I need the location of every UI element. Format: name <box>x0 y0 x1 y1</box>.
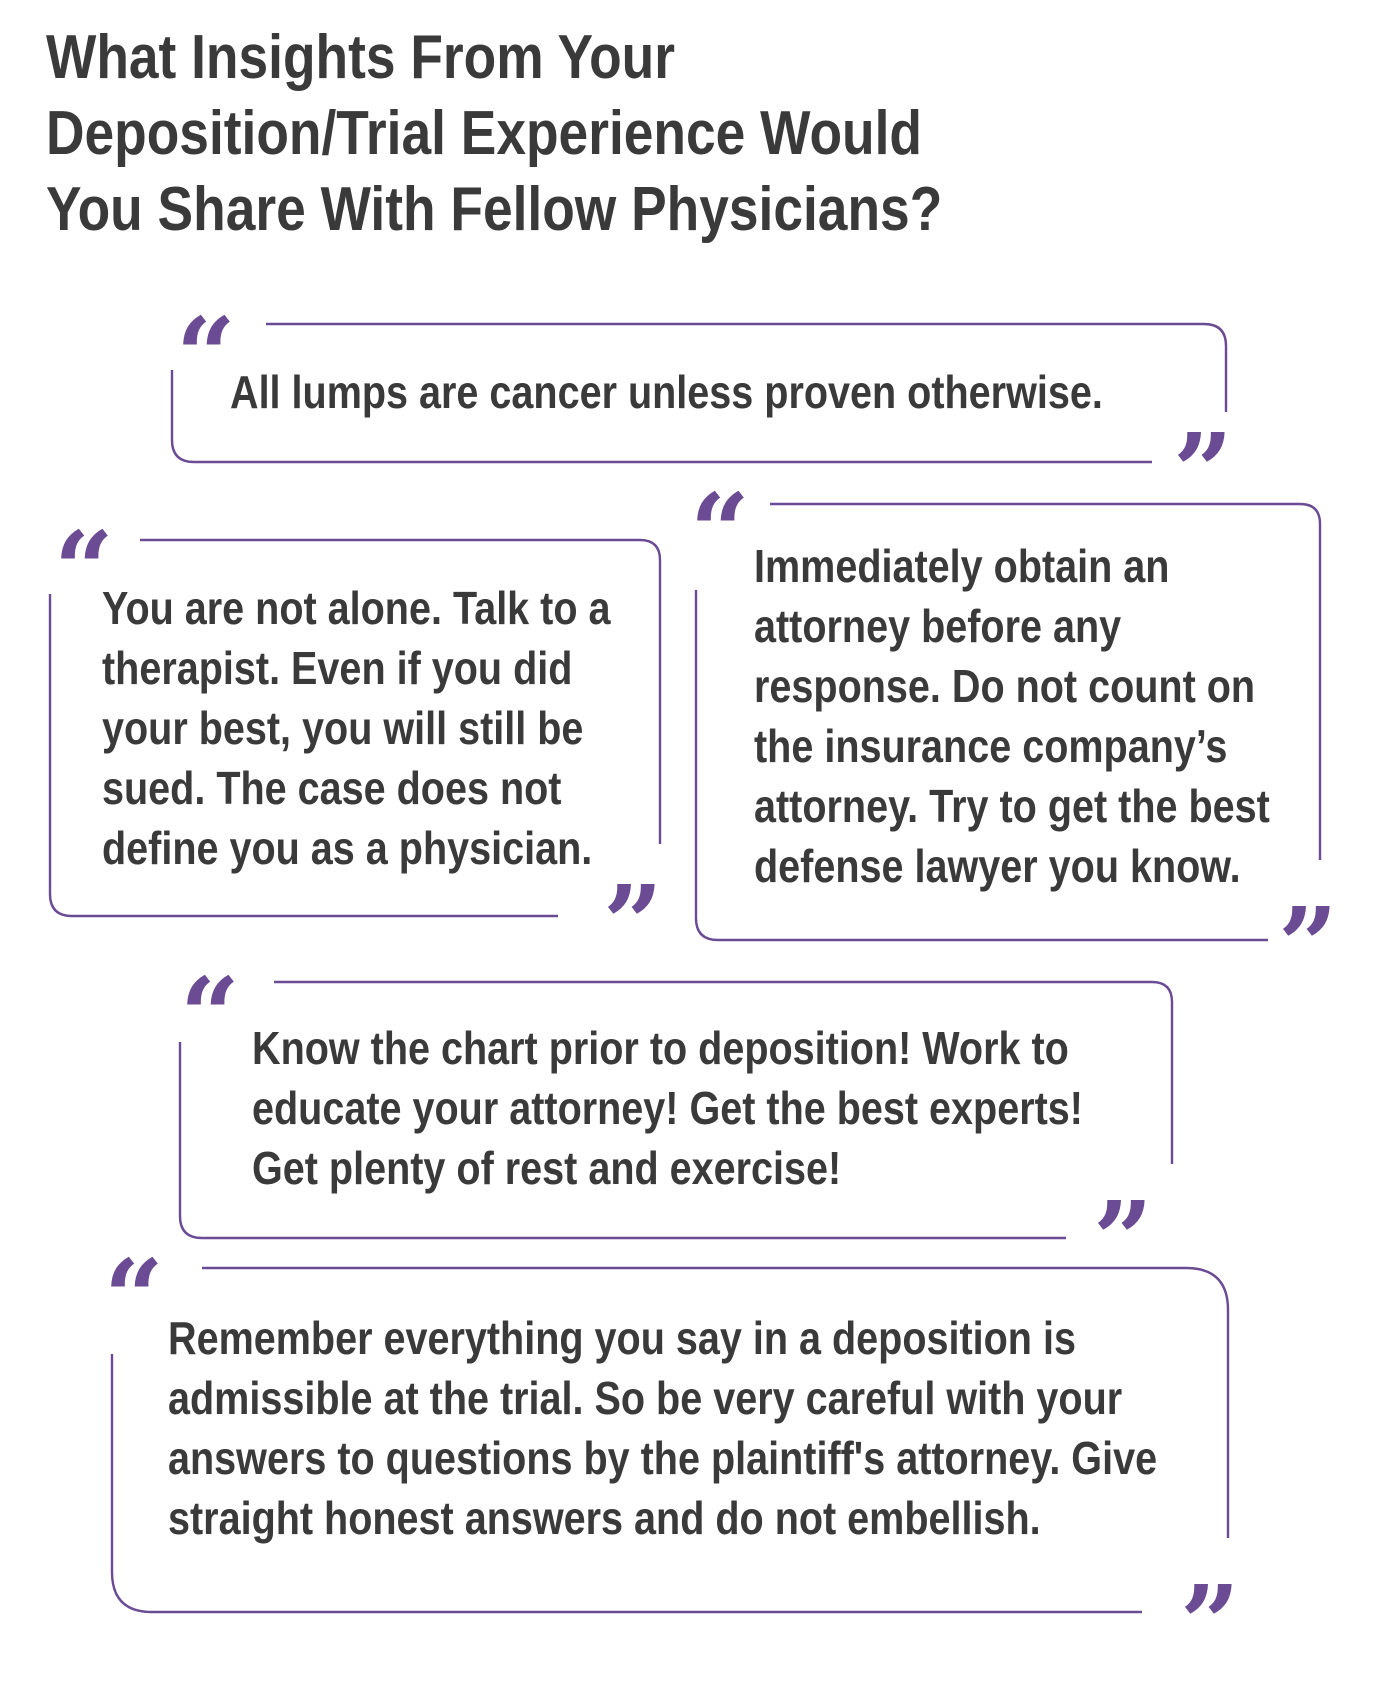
quote-card-2 <box>48 508 668 985</box>
open-quote-icon: “ <box>176 294 236 417</box>
quote-text: Remember everything you say in a deposition is admissible at the trial. So be very careful with your answers to questions by the plaintiff's attorney. Give straight honest answers and do not embellish. <box>168 1312 1158 1544</box>
open-quote-icon: “ <box>690 470 750 593</box>
open-quote-icon: “ <box>54 508 114 631</box>
close-quote-icon: ” <box>603 862 663 985</box>
open-quote-icon: “ <box>180 954 240 1077</box>
quote-text: Know the chart prior to deposition! Work to educate your attorney! Get the best experts! Get plenty of rest and exercise! <box>252 1022 1083 1194</box>
quote-text: You are not alone. Talk to a therapist. Even if you did your best, you will still be sued. The case does not define you as a physician. <box>102 582 611 874</box>
quote-card-4 <box>178 954 1178 1301</box>
quote-card-1 <box>170 294 1233 533</box>
close-quote-icon: ” <box>1180 1562 1240 1685</box>
page-title: What Insights From Your Deposition/Trial Experience Would You Share With Fellow Physicians? <box>46 23 943 244</box>
close-quote-icon: ” <box>1278 884 1338 1007</box>
quote-text: All lumps are cancer unless proven otherwise. <box>230 366 1103 418</box>
open-quote-icon: “ <box>104 1236 164 1359</box>
close-quote-icon: ” <box>1173 410 1233 533</box>
quote-text: Immediately obtain an attorney before any response. Do not count on the insurance company’s attorney. Try to get the best defense lawyer you know. <box>754 540 1270 892</box>
close-quote-icon: ” <box>1093 1178 1153 1301</box>
quote-card-3 <box>690 470 1338 1007</box>
quote-card-5 <box>104 1236 1240 1685</box>
